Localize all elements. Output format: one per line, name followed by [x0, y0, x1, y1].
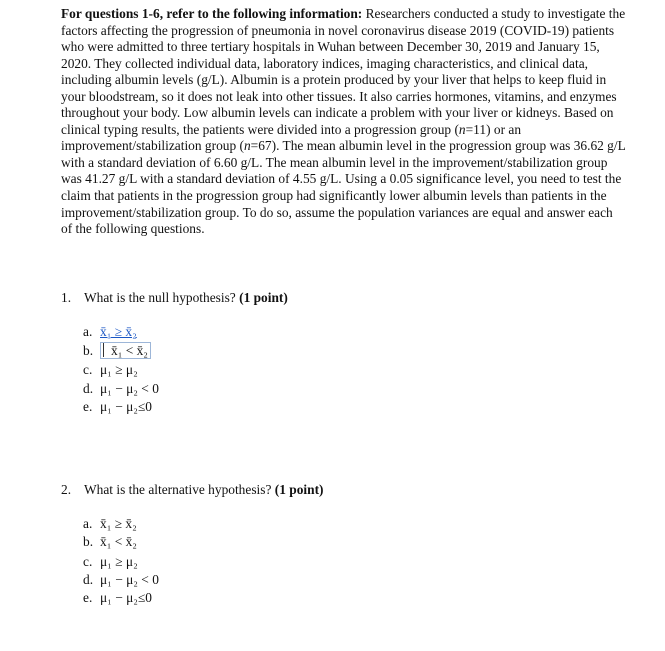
- q1-option-d[interactable]: [83, 380, 159, 397]
- q1-option-e-expr: μ₁ − μ₂≤0: [100, 399, 152, 414]
- q1-option-d-expr: μ₁ − μ₂ < 0: [100, 381, 159, 396]
- q2-option-d[interactable]: [83, 571, 159, 588]
- intro-n1: n: [458, 121, 466, 137]
- intro-n2: n: [243, 138, 251, 154]
- q1-option-b[interactable]: [83, 342, 151, 359]
- q1-option-c-letter: c.: [83, 362, 93, 377]
- question-1-number: 1.: [61, 290, 72, 305]
- q2-option-d-letter: d.: [83, 572, 94, 587]
- question-2: [61, 481, 324, 498]
- question-2-points: (1 point): [274, 482, 324, 497]
- q2-option-c-letter: c.: [83, 554, 93, 569]
- q2-option-c[interactable]: [83, 553, 138, 570]
- question-1: [61, 289, 288, 306]
- intro-text-1: Researchers conducted a study to investigate the factors affecting the progression of pneumonia in novel coronavirus disease 2019 (COVID-19) patients who were admitted to three tertiary hospitals in Wuhan between December 30, 2019 and January 15, 2020. They collected individual data, laboratory indices, imaging characteristics, and clinical data, including albumin levels (g/L). Albumin is a protein produced by your liver that helps to keep fluid in your bloodstream, so it does not leak into other tissues. It also carries hormones, vitamins, and enzymes throughout your body. Low albumin levels can indicate a problem with your liver or kidneys. Based on clinical typing results, the patients were divided into a progression group (: [61, 6, 626, 137]
- q1-option-a-expr: x̄₁ ≥ x̄₂: [100, 324, 137, 339]
- q2-option-e[interactable]: [83, 589, 152, 606]
- question-2-number: 2.: [61, 482, 72, 497]
- q1-option-e-letter: e.: [83, 399, 93, 414]
- q2-option-e-letter: e.: [83, 590, 93, 605]
- intro-lead: For questions 1-6, refer to the following information:: [61, 6, 363, 21]
- q2-option-b-expr: x̄₁ < x̄₂: [100, 534, 137, 549]
- q1-option-c[interactable]: [83, 361, 138, 378]
- intro-paragraph: [61, 6, 627, 238]
- question-1-text: What is the null hypothesis?: [84, 290, 236, 305]
- q1-option-d-letter: d.: [83, 381, 94, 396]
- q1-option-e[interactable]: [83, 398, 152, 415]
- q2-option-c-expr: μ₁ ≥ μ₂: [100, 554, 138, 569]
- q2-option-b-letter: b.: [83, 534, 94, 549]
- q2-option-a-letter: a.: [83, 516, 93, 531]
- question-2-text: What is the alternative hypothesis?: [84, 482, 272, 497]
- q1-option-b-letter: b.: [83, 343, 94, 358]
- q2-option-a-expr: x̄₁ ≥ x̄₂: [100, 516, 137, 531]
- q1-option-a-letter: a.: [83, 324, 93, 339]
- intro-text-3: =67). The mean albumin level in the progression group was 36.62 g/L with a standard deviation of 6.60 g/L. The mean albumin level in the improvement/stabilization group was 41.27 g/L with a standard deviation of 4.55 g/L. Using a 0.05 significance level, you need to test the claim that patients in the progression group had significantly lower albumin levels than patients in the improvement/stabilization group. To do so, assume the population variances are equal and answer each of the following questions.: [61, 138, 626, 237]
- q2-option-a[interactable]: [83, 515, 137, 532]
- q2-option-e-expr: μ₁ − μ₂≤0: [100, 590, 152, 605]
- question-1-points: (1 point): [239, 290, 288, 305]
- q2-option-b[interactable]: [83, 533, 137, 550]
- text-cursor: [103, 343, 110, 357]
- q1-option-a[interactable]: [83, 323, 137, 340]
- q1-option-b-expr: x̄₁ < x̄₂: [111, 343, 148, 358]
- q1-option-c-expr: μ₁ ≥ μ₂: [100, 362, 138, 377]
- intro-text-2: =11) or an improvement/stabilization group (: [61, 121, 522, 154]
- q2-option-d-expr: μ₁ − μ₂ < 0: [100, 572, 159, 587]
